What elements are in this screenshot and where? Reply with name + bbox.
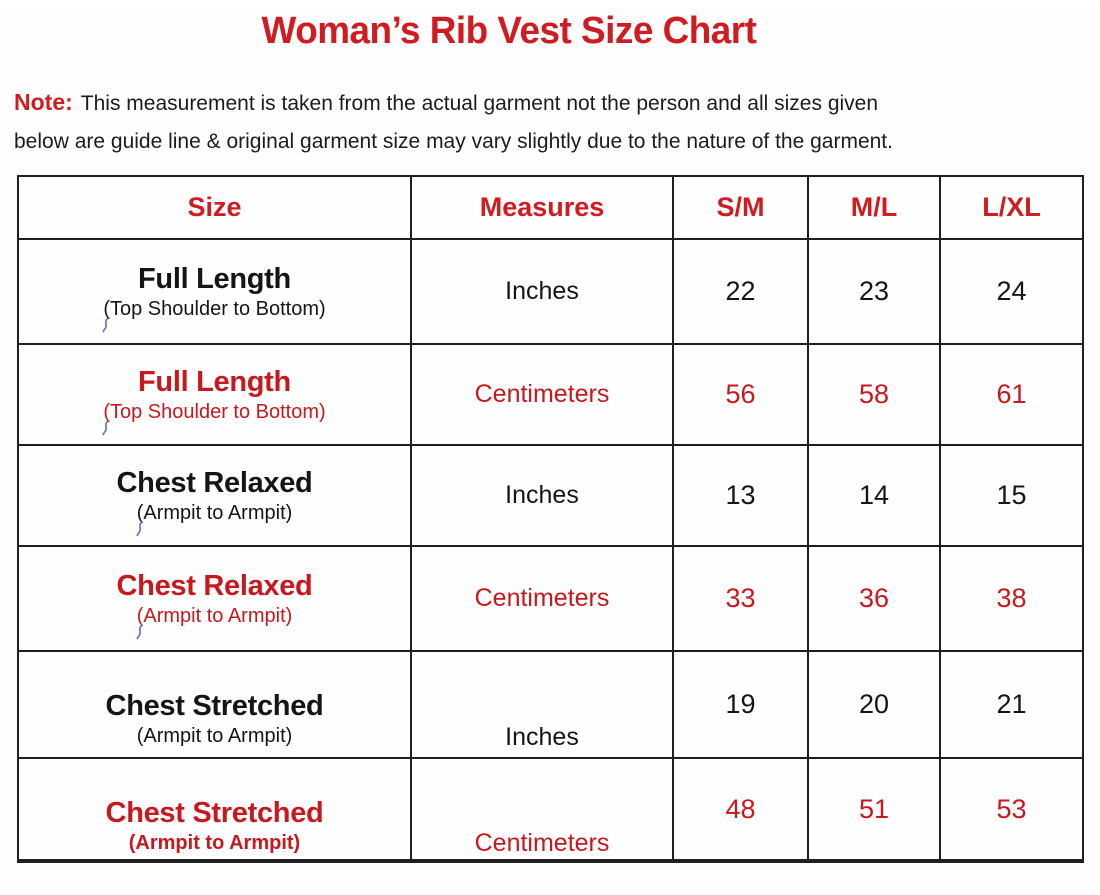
table-row <box>18 344 1083 445</box>
unit-cell: Inches <box>411 651 673 758</box>
value-cell-ml: 36 <box>808 546 940 651</box>
size-cell <box>18 445 411 546</box>
page-title: Woman’s Rib Vest Size Chart <box>261 10 757 52</box>
note-label: Note: <box>14 89 73 115</box>
value-cell-lxl: 24 <box>940 239 1083 344</box>
note-paragraph <box>14 83 1100 161</box>
size-cell <box>18 239 411 344</box>
measurement-sublabel: (Armpit to Armpit) <box>136 725 293 747</box>
value-cell-ml: 23 <box>808 239 940 344</box>
header-ml: M/L <box>808 176 940 239</box>
measurement-sublabel: (Armpit to Armpit) <box>137 500 293 526</box>
value-cell-ml: 51 <box>808 758 940 861</box>
table-row <box>18 239 1083 344</box>
unit-cell: Centimeters <box>411 344 673 445</box>
measurement-name: Full Length <box>138 365 291 398</box>
size-cell <box>18 651 411 758</box>
measurement-sublabel: (Top Shoulder to Bottom) <box>103 296 325 322</box>
size-cell <box>18 758 411 861</box>
size-cell <box>18 546 411 651</box>
value-cell-sm: 22 <box>673 239 808 344</box>
value-cell-lxl: 61 <box>940 344 1083 445</box>
value-cell-lxl: 21 <box>940 651 1083 758</box>
table-header-row <box>18 176 1083 239</box>
value-cell-sm: 19 <box>673 651 808 758</box>
header-measures: Measures <box>411 176 673 239</box>
measurement-name: Chest Relaxed <box>116 569 313 602</box>
value-cell-sm: 48 <box>673 758 808 861</box>
note-text-line-2: below are guide line & original garment size may vary slightly due to the nature of the garment. <box>14 130 893 153</box>
measurement-name: Chest Stretched <box>105 797 324 829</box>
unit-cell: Inches <box>411 445 673 546</box>
note-text-line-1: This measurement is taken from the actual garment not the person and all sizes given <box>80 92 879 115</box>
header-lxl: L/XL <box>940 176 1083 239</box>
measurement-name: Full Length <box>138 262 291 295</box>
measurement-sublabel: (Armpit to Armpit) <box>128 832 301 854</box>
header-size: Size <box>18 176 411 239</box>
value-cell-lxl: 15 <box>940 445 1083 546</box>
size-chart-table <box>17 175 1084 863</box>
unit-cell: Inches <box>411 239 673 344</box>
value-cell-sm: 56 <box>673 344 808 445</box>
table-row <box>18 651 1083 758</box>
value-cell-ml: 14 <box>808 445 940 546</box>
value-cell-ml: 20 <box>808 651 940 758</box>
unit-cell: Centimeters <box>411 546 673 651</box>
measurement-sublabel: (Top Shoulder to Bottom) <box>103 399 325 425</box>
measurement-name: Chest Stretched <box>105 690 324 722</box>
value-cell-sm: 13 <box>673 445 808 546</box>
header-sm: S/M <box>673 176 808 239</box>
size-cell <box>18 344 411 445</box>
unit-cell: Centimeters <box>411 758 673 861</box>
value-cell-lxl: 53 <box>940 758 1083 861</box>
value-cell-lxl: 38 <box>940 546 1083 651</box>
table-row <box>18 758 1083 861</box>
measurement-sublabel: (Armpit to Armpit) <box>137 603 293 629</box>
value-cell-ml: 58 <box>808 344 940 445</box>
table-row <box>18 546 1083 651</box>
size-chart-page <box>0 10 1100 895</box>
measurement-name: Chest Relaxed <box>116 466 313 499</box>
value-cell-sm: 33 <box>673 546 808 651</box>
table-row <box>18 445 1083 546</box>
